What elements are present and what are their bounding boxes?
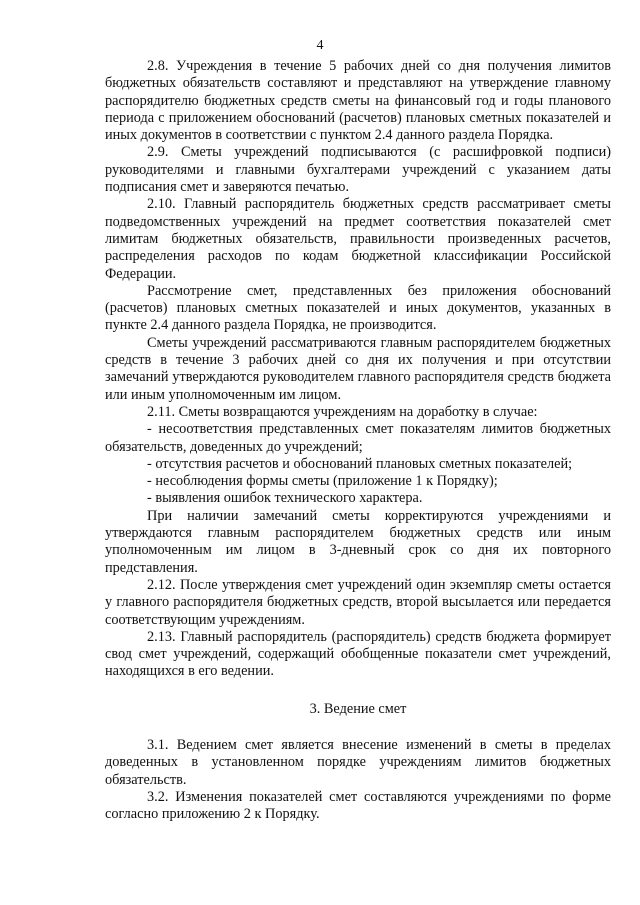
paragraph-2-11: 2.11. Сметы возвращаются учреждениям на доработку в случае: (147, 403, 538, 420)
paragraph-review-period: Сметы учреждений рассматриваются главным распорядителем бюджетных средств в течение 3 рабочих дней со дня их получения и при отсутствии замечаний утверждаются руководителем главного распорядителя средств бюджета или иным уполномоченным им лицом. (105, 334, 611, 403)
list-item-form-violation: - несоблюдения формы сметы (приложение 1 к Порядку); (147, 473, 498, 490)
list-item-technical-errors: - выявления ошибок технического характера. (147, 490, 423, 507)
paragraph-3-1: 3.1. Ведением смет является внесение изменений в сметы в пределах доведенных в установленном порядке учреждениям лимитов бюджетных обязательств. (105, 736, 611, 788)
paragraph-2-13: 2.13. Главный распорядитель (распорядитель) средств бюджета формирует свод смет учреждений, содержащий обобщенные показатели смет учреждений, находящихся в его ведении. (105, 628, 611, 680)
list-item-noncompliance: - несоответствия представленных смет показателям лимитов бюджетных обязательств, доведенных до учреждений; (105, 421, 611, 455)
section-heading: 3. Ведение смет (309, 700, 407, 717)
paragraph-2-10: 2.10. Главный распорядитель бюджетных средств рассматривает сметы подведомственных учреждений на предмет соответствия показателей смет лимитам бюджетных обязательств, правильности произведенных расчетов, распределения расходов по кодам бюджетной классификации Российской Федерации. (105, 196, 611, 282)
page-number: 4 (316, 38, 324, 53)
paragraph-2-8: 2.8. Учреждения в течение 5 рабочих дней со дня получения лимитов бюджетных обязательств составляют и представляют на утверждение главному распорядителю бюджетных средств сметы на финансовый год и годы планового периода с приложением обоснований (расчетов) плановых сметных показателей и иных документов в соответствии с пунктом 2.4 данного раздела Порядка. (105, 58, 611, 144)
paragraph-2-12: 2.12. После утверждения смет учреждений один экземпляр сметы остается у главного распорядителя бюджетных средств, второй высылается или передается соответствующим учреждениям. (105, 576, 611, 628)
paragraph-corrections: При наличии замечаний сметы корректируются учреждениями и утверждаются главным распорядителем бюджетных средств или иным уполномоченным им лицом в 3-дневный срок со дня их повторного представления. (105, 507, 611, 576)
paragraph-3-2: 3.2. Изменения показателей смет составляются учреждениями по форме согласно приложению 2 к Порядку. (105, 788, 611, 823)
paragraph-2-9: 2.9. Сметы учреждений подписываются (с расшифровкой подписи) руководителями и главными бухгалтерами учреждений с указанием даты подписания смет и заверяются печатью. (105, 144, 611, 196)
paragraph-review-without-justification: Рассмотрение смет, представленных без приложения обоснований (расчетов) плановых сметных показателей и иных документов, указанных в пункте 2.4 данного раздела Порядка, не производится. (105, 282, 611, 334)
document-body (105, 58, 611, 823)
list-item-missing-calculations: - отсутствия расчетов и обоснований плановых сметных показателей; (147, 455, 573, 472)
